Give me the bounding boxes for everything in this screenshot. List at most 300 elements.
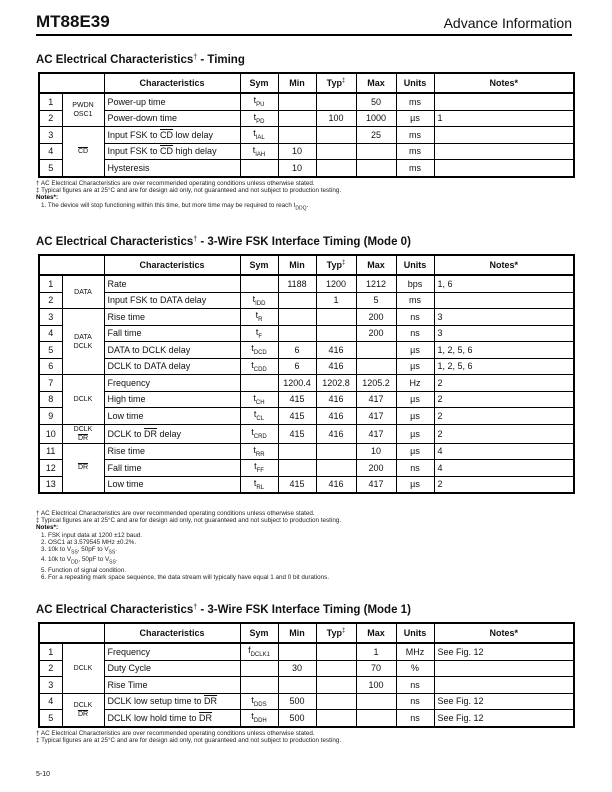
table-header-row: [39, 73, 574, 93]
symbol: [240, 143, 278, 160]
symbol-subscript: DDH: [253, 718, 267, 725]
symbol: [240, 110, 278, 127]
typ-value: [316, 643, 356, 660]
header-characteristics: [104, 255, 240, 275]
group-signal-datadclk2: DCLK: [73, 342, 93, 350]
units: Hz: [396, 375, 434, 392]
header-max: [356, 255, 396, 275]
header-max-label: Max: [367, 260, 385, 270]
symbol-subscript: F: [258, 333, 263, 340]
note-1-sub: DDQ: [295, 204, 307, 211]
char-text: Input FSK to: [107, 146, 161, 157]
row-number: 5: [39, 160, 62, 177]
min-value: 415: [278, 424, 316, 443]
header-notes-label: Notes*: [489, 260, 518, 270]
characteristic: DCLK to DATA delay: [104, 358, 240, 375]
t: .: [115, 556, 118, 564]
header-typ: [316, 255, 356, 275]
notes-ref: 1: [434, 110, 574, 127]
characteristic: Frequency: [104, 375, 240, 392]
characteristic: High time: [104, 391, 240, 408]
header-sym: [240, 623, 278, 643]
row-number: 5: [39, 710, 62, 727]
header-sym: [240, 255, 278, 275]
group-label: [62, 93, 104, 127]
header-notes: [434, 255, 574, 275]
max-value: 1212: [356, 275, 396, 292]
row-number: 3: [39, 677, 62, 694]
notes-ref: 4: [434, 460, 574, 477]
group-label: [62, 643, 104, 693]
note-5: 5. Function of signal condition.: [41, 566, 127, 574]
symbol: [240, 460, 278, 477]
symbol: [240, 160, 278, 177]
notes-ref: See Fig. 12: [434, 693, 574, 710]
characteristic: Fall time: [104, 460, 240, 477]
min-value: [278, 292, 316, 309]
symbol-base: t: [254, 461, 257, 472]
group-signal-dclkdr2: $\overline{DR}$: [77, 434, 89, 442]
typ-value: [316, 93, 356, 110]
title-text: AC Electrical Characteristics: [36, 236, 194, 248]
symbol-base: t: [253, 392, 256, 403]
footnote-dagger: † AC Electrical Characteristics are over recommended operating conditions unless otherwise stated.: [36, 180, 315, 187]
header-min-label: Min: [289, 628, 305, 638]
group-signal-data: DATA: [74, 288, 92, 296]
max-value: [356, 693, 396, 710]
typ-value: [316, 160, 356, 177]
row-number: 6: [39, 358, 62, 375]
table-row: [39, 358, 574, 375]
table3-title: [36, 604, 411, 616]
units: ns: [396, 309, 434, 326]
title-text: AC Electrical Characteristics: [36, 54, 194, 66]
typ-value: [316, 143, 356, 160]
symbol: [240, 391, 278, 408]
symbol-subscript: RR: [255, 451, 265, 458]
typ-value: 416: [316, 424, 356, 443]
header-empty: [39, 623, 104, 643]
units: µs: [396, 110, 434, 127]
table-row: [39, 160, 574, 177]
document-status: Advance Information: [443, 15, 572, 31]
header-empty: [39, 73, 104, 93]
units: MHz: [396, 643, 434, 660]
table2-mode0: [38, 254, 575, 494]
row-number: 4: [39, 143, 62, 160]
symbol-subscript: DCLK1: [250, 652, 270, 659]
group-label: [62, 693, 104, 727]
units: ns: [396, 710, 434, 727]
table-row: [39, 424, 574, 443]
min-value: 6: [278, 342, 316, 359]
char-overline-signal: $\overline{CD}$: [160, 129, 174, 140]
row-number: 1: [39, 93, 62, 110]
min-value: [278, 309, 316, 326]
notes-ref: 3: [434, 309, 574, 326]
table-row: [39, 408, 574, 425]
symbol-subscript: IDD: [255, 300, 266, 307]
char-overline-signal: $\overline{DR}$: [199, 712, 213, 723]
characteristic: [104, 693, 240, 710]
header-sym-label: Sym: [249, 78, 269, 88]
min-value: 1188: [278, 275, 316, 292]
characteristic: Low time: [104, 476, 240, 493]
symbol: [240, 660, 278, 677]
note-6: 6. For a repeating mark space sequence, the data stream will typically have equal 1 and 0 bit durations.: [41, 574, 330, 582]
max-value: 200: [356, 460, 396, 477]
characteristic: Power-up time: [104, 93, 240, 110]
typ-value: 1: [316, 292, 356, 309]
symbol-base: t: [252, 144, 256, 155]
footnote-ddagger: ‡ Typical figures are at 25°C and are for design aid only, not guaranteed and not subject to production testing.: [36, 187, 342, 195]
notes-ref: [434, 143, 574, 160]
group-label: [62, 127, 104, 177]
notes-ref: 2: [434, 391, 574, 408]
char-text: high delay: [173, 146, 217, 157]
max-value: 200: [356, 325, 396, 342]
header-min: [278, 73, 316, 93]
header-characteristics: [104, 623, 240, 643]
header-typ-label: Typ: [326, 260, 342, 270]
min-value: [278, 127, 316, 144]
header-notes: [434, 623, 574, 643]
min-value: [278, 460, 316, 477]
t: 4. 10k to V: [41, 556, 72, 564]
min-value: [278, 643, 316, 660]
symbol-subscript: PU: [256, 102, 265, 109]
group-signal-dclkdr1: DCLK: [73, 425, 93, 433]
characteristic: [104, 127, 240, 144]
characteristic: Rise time: [104, 309, 240, 326]
header-min: [278, 255, 316, 275]
symbol-base: t: [253, 128, 256, 139]
table1-title: [36, 54, 245, 66]
t: , 50pF to V: [78, 556, 110, 564]
units: µs: [396, 443, 434, 460]
notes-ref: See Fig. 12: [434, 710, 574, 727]
notes-ref: [434, 93, 574, 110]
min-value: 415: [278, 408, 316, 425]
title-suffix: - 3-Wire FSK Interface Timing (Mode 0): [197, 236, 411, 248]
max-value: 417: [356, 391, 396, 408]
symbol: [240, 375, 278, 392]
char-text: DCLK to: [107, 428, 145, 439]
symbol-subscript: PD: [256, 118, 265, 125]
symbol-base: t: [253, 111, 257, 122]
symbol-base: t: [251, 711, 254, 722]
header-max-label: Max: [367, 78, 385, 88]
characteristic: Input FSK to DATA delay: [104, 292, 240, 309]
max-value: 25: [356, 127, 396, 144]
characteristic: Fall time: [104, 325, 240, 342]
table-row: [39, 476, 574, 493]
group-signal-dclkdr2: $\overline{DR}$: [77, 710, 89, 718]
table-row: [39, 110, 574, 127]
max-value: 1: [356, 643, 396, 660]
group-signal-g1b: OSC1: [73, 111, 93, 118]
table-row: [39, 275, 574, 292]
table-row: [39, 693, 574, 710]
note-4: [36, 556, 341, 566]
typ-value: 416: [316, 391, 356, 408]
symbol-subscript: R: [258, 317, 263, 324]
max-value: 1000: [356, 110, 396, 127]
max-value: 50: [356, 93, 396, 110]
typ-value: [316, 677, 356, 694]
symbol: [240, 342, 278, 359]
header-min-label: Min: [289, 78, 305, 88]
min-value: 10: [278, 143, 316, 160]
notes-ref: 2: [434, 476, 574, 493]
group-label: [62, 424, 104, 443]
symbol-base: f: [248, 645, 251, 656]
row-number: 4: [39, 325, 62, 342]
symbol: [240, 292, 278, 309]
symbol: [240, 693, 278, 710]
units: µs: [396, 476, 434, 493]
row-number: 2: [39, 292, 62, 309]
symbol: [240, 476, 278, 493]
page-header: [36, 12, 572, 36]
row-number: 10: [39, 424, 62, 443]
row-number: 2: [39, 110, 62, 127]
characteristic: Rise time: [104, 443, 240, 460]
typ-value: 416: [316, 358, 356, 375]
notes-label: Notes*:: [36, 194, 59, 202]
max-value: 70: [356, 660, 396, 677]
group-label: [62, 309, 104, 375]
symbol-base: t: [255, 326, 259, 337]
header-sym-label: Sym: [249, 628, 269, 638]
symbol-subscript: RL: [256, 484, 265, 491]
page-number: 5-10: [36, 771, 51, 778]
notes-ref: 1, 2, 5, 6: [434, 358, 574, 375]
note-1: 1. FSK input data at 1200 ±12 baud.: [41, 531, 143, 539]
header-typ-label: Typ: [326, 628, 342, 638]
header-max: [356, 623, 396, 643]
symbol-base: t: [255, 310, 259, 321]
row-number: 11: [39, 443, 62, 460]
symbol-subscript: CL: [256, 416, 265, 423]
char-text: DCLK low setup time to: [107, 696, 205, 707]
units: ms: [396, 292, 434, 309]
typ-mark: ‡: [342, 260, 346, 266]
char-text: DCLK low hold time to: [107, 712, 200, 723]
typ-value: 100: [316, 110, 356, 127]
min-value: 10: [278, 160, 316, 177]
typ-value: [316, 325, 356, 342]
dagger-mark: †: [193, 54, 198, 61]
units: µs: [396, 424, 434, 443]
group-signal-dclk: DCLK: [73, 664, 93, 672]
characteristic: [104, 143, 240, 160]
symbol: [240, 127, 278, 144]
header-typ-label: Typ: [326, 78, 342, 88]
table-row: [39, 375, 574, 392]
row-number: 12: [39, 460, 62, 477]
header-sym: [240, 73, 278, 93]
notes-ref: 2: [434, 424, 574, 443]
table-row: [39, 643, 574, 660]
header-units-label: Units: [403, 260, 427, 270]
note-3: [36, 546, 341, 556]
units: ns: [396, 460, 434, 477]
min-value: 415: [278, 476, 316, 493]
notes-ref: [434, 660, 574, 677]
typ-value: [316, 309, 356, 326]
symbol: [240, 443, 278, 460]
units: ms: [396, 127, 434, 144]
header-max: [356, 73, 396, 93]
min-value: [278, 110, 316, 127]
symbol-subscript: CH: [255, 399, 265, 406]
symbol: [240, 325, 278, 342]
units: µs: [396, 358, 434, 375]
group-signal-g1: PWDN: [72, 102, 94, 109]
notes-ref: 2: [434, 375, 574, 392]
document-title: MT88E39: [36, 12, 110, 31]
notes-ref: [434, 677, 574, 694]
table-row: [39, 677, 574, 694]
char-text: Input FSK to: [107, 129, 161, 140]
s: DD: [71, 559, 79, 566]
units: ns: [396, 677, 434, 694]
row-number: 4: [39, 693, 62, 710]
symbol: [240, 643, 278, 660]
note-1-text: 1. The device will stop functioning within this time, but more time may be required to reach I: [41, 201, 296, 209]
table-header-row: [39, 623, 574, 643]
symbol-base: t: [251, 694, 254, 705]
table-row: [39, 710, 574, 727]
characteristic: [104, 424, 240, 443]
units: ms: [396, 160, 434, 177]
symbol: [240, 408, 278, 425]
row-number: 5: [39, 342, 62, 359]
max-value: 1205.2: [356, 375, 396, 392]
char-text: low delay: [173, 129, 214, 140]
header-typ: [316, 73, 356, 93]
note-1-end: .: [306, 201, 309, 209]
table2-title: [36, 236, 411, 248]
notes-label: Notes*:: [36, 524, 59, 532]
header-units: [396, 255, 434, 275]
notes-ref: 3: [434, 325, 574, 342]
notes-ref: 1, 6: [434, 275, 574, 292]
char-overline-signal: $\overline{CD}$: [160, 146, 174, 157]
row-number: 1: [39, 275, 62, 292]
typ-value: [316, 460, 356, 477]
max-value: [356, 143, 396, 160]
table-row: [39, 325, 574, 342]
symbol-subscript: IAH: [255, 151, 266, 158]
typ-mark: ‡: [342, 628, 346, 634]
symbol-base: t: [253, 409, 257, 420]
table-row: [39, 93, 574, 110]
typ-value: 416: [316, 342, 356, 359]
header-notes-label: Notes*: [489, 628, 518, 638]
max-value: 417: [356, 424, 396, 443]
symbol-subscript: CRD: [253, 433, 267, 440]
notes-ref: 2: [434, 408, 574, 425]
units: bps: [396, 275, 434, 292]
units: %: [396, 660, 434, 677]
typ-value: 1202.8: [316, 375, 356, 392]
typ-value: [316, 660, 356, 677]
units: ms: [396, 143, 434, 160]
symbol-base: t: [252, 293, 256, 304]
characteristic: Rate: [104, 275, 240, 292]
dagger-mark: †: [193, 604, 198, 611]
header-characteristics: [104, 73, 240, 93]
units: µs: [396, 391, 434, 408]
table-header-row: [39, 255, 574, 275]
row-number: 9: [39, 408, 62, 425]
units: ns: [396, 325, 434, 342]
title-suffix: - Timing: [197, 54, 245, 66]
max-value: 5: [356, 292, 396, 309]
typ-value: [316, 127, 356, 144]
group-signal-dclk: DCLK: [73, 395, 93, 403]
max-value: 10: [356, 443, 396, 460]
table3-footnotes: [36, 730, 341, 744]
group-label: [62, 275, 104, 309]
notes-ref: See Fig. 12: [434, 643, 574, 660]
row-number: 3: [39, 309, 62, 326]
s: SS: [108, 549, 116, 556]
min-value: 500: [278, 710, 316, 727]
row-number: 2: [39, 660, 62, 677]
header-typ: [316, 623, 356, 643]
group-signal-dr: $\overline{DR}$: [77, 464, 89, 472]
typ-mark: ‡: [342, 78, 346, 84]
units: ns: [396, 693, 434, 710]
header-min: [278, 623, 316, 643]
characteristic: Rise Time: [104, 677, 240, 694]
group-label: [62, 443, 104, 493]
min-value: [278, 677, 316, 694]
header-units-label: Units: [403, 628, 427, 638]
table-row: [39, 342, 574, 359]
table-row: [39, 127, 574, 144]
characteristic: Power-down time: [104, 110, 240, 127]
t: 3. 10k to V: [41, 546, 72, 554]
min-value: [278, 325, 316, 342]
characteristic: Low time: [104, 408, 240, 425]
footnote-dagger: † AC Electrical Characteristics are over recommended operating conditions unless otherwise stated.: [36, 730, 315, 737]
header-max-label: Max: [367, 628, 385, 638]
table2-footnotes: [36, 510, 341, 581]
group-signal-g2: $\overline{CD}$: [77, 147, 89, 155]
notes-ref: 1, 2, 5, 6: [434, 342, 574, 359]
min-value: [278, 443, 316, 460]
min-value: 500: [278, 693, 316, 710]
table-row: [39, 460, 574, 477]
characteristic: Hysteresis: [104, 160, 240, 177]
header-characteristics-label: Characteristics: [139, 260, 205, 270]
table1-footnotes: [36, 180, 341, 212]
max-value: 417: [356, 408, 396, 425]
max-value: 417: [356, 476, 396, 493]
symbol: [240, 275, 278, 292]
table-row: [39, 309, 574, 326]
table-row: [39, 143, 574, 160]
units: ms: [396, 93, 434, 110]
symbol: [240, 677, 278, 694]
notes-ref: [434, 127, 574, 144]
row-number: 8: [39, 391, 62, 408]
footnote-ddagger: ‡ Typical figures are at 25°C and are for design aid only, not guaranteed and not subject to production testing.: [36, 737, 342, 745]
